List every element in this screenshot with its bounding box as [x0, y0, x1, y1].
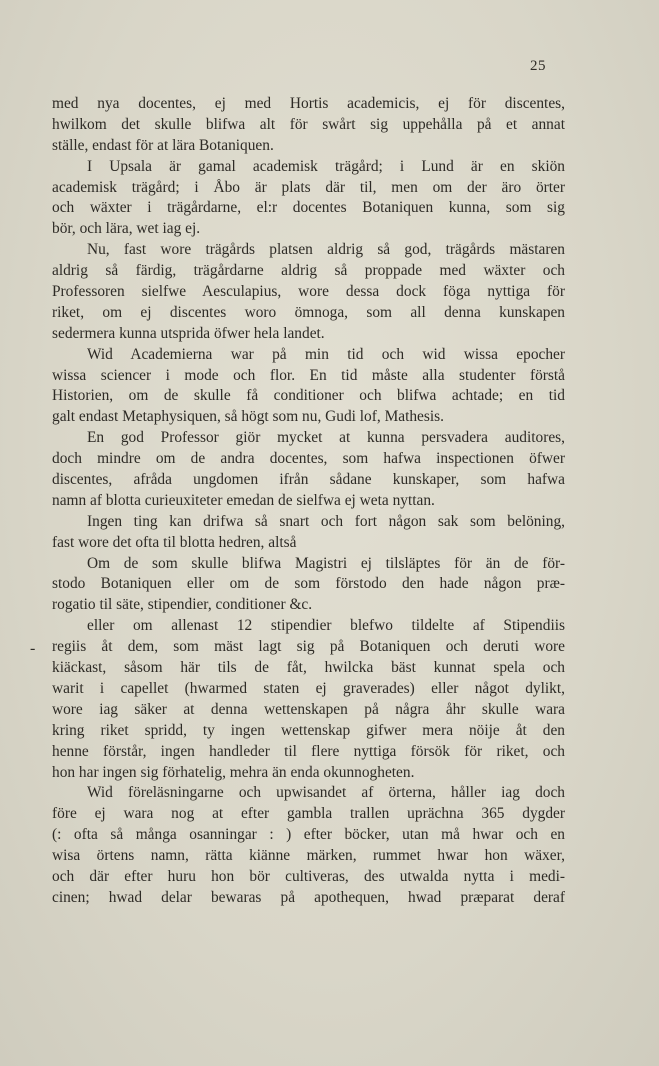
text-line: Ingen ting kan drifwa så snart och fort någon sak som belöning, — [87, 512, 565, 530]
text-line: rogatio til säte, stipendier, conditioner &c. — [52, 596, 313, 614]
text-line: Om de som skulle blifwa Magistri ej tilsläptes för än de för- — [87, 554, 565, 572]
text-line: hwilkom det skulle blifwa alt för swårt sig uppehålla på et annat — [52, 115, 565, 133]
text-line: cinen; hwad delar bewaras på apothequen, hwad præparat deraf — [52, 888, 565, 906]
text-line: wissa sciencer i mode och flor. En tid måste alla studenter förstå — [52, 366, 565, 384]
text-line: hon har ingen sig förhatelig, mehra än enda okunnogheten. — [52, 763, 415, 781]
text-line: riket, om ej discentes woro ömnoga, som all denna kunskapen — [52, 303, 565, 321]
text-line: En god Professor giör mycket at kunna persvadera auditores, — [87, 429, 565, 447]
text-line: före ej wara nog at efter gambla trallen uprächna 365 dygder — [52, 805, 565, 823]
text-line: henne förstår, ingen handleder til flere nyttiga försök för riket, och — [52, 742, 565, 760]
text-line: aldrig så färdig, trägårdarne aldrig så proppade med wäxter och — [52, 262, 565, 280]
body-text — [52, 94, 565, 909]
text-line: med nya docentes, ej med Hortis academicis, ej för discentes, — [52, 95, 565, 112]
text-line: ställe, endast för at lära Botaniquen. — [52, 136, 274, 154]
text-line: bör, och lära, wet iag ej. — [52, 220, 201, 238]
text-line: doch mindre om de andra docentes, som hafwa inspectionen öfwer — [52, 450, 565, 468]
text-line: sedermera kunna utsprida öfwer hela landet. — [52, 324, 325, 342]
text-line: och där efter huru hon bör cultiveras, des utwalda nytta i medi- — [52, 867, 565, 885]
text-line: galt endast Metaphysiquen, så högt som nu, Gudi lof, Mathesis. — [52, 408, 444, 426]
text-line: regiis åt dem, som mäst lagt sig på Botaniquen och deruti wore — [52, 638, 565, 656]
text-line: namn af blotta curieuxiteter emedan de sielfwa ej weta nyttan. — [52, 491, 435, 509]
text-line: kiäckast, såsom här tils de fåt, hwilcka bäst kunnat spela och — [52, 659, 565, 677]
text-line: och wäxter i trägårdarne, el:r docentes Botaniquen kunna, som sig — [52, 199, 565, 217]
page-number: 25 — [530, 58, 546, 74]
text-line: Nu, fast wore trägårds platsen aldrig så god, trägårds mästaren — [87, 241, 565, 259]
text-line: Wid föreläsningarne och upwisandet af örterna, håller iag doch — [87, 784, 565, 802]
text-line: Historien, om de skulle få conditioner och blifwa achtade; en tid — [52, 387, 565, 405]
text-line: Professoren sielfwe Aesculapius, wore dessa dock föga nyttiga för — [52, 283, 565, 301]
margin-mark: - — [30, 640, 36, 657]
text-line: academisk trägård; i Åbo är plats där til, men om der äro örter — [52, 178, 565, 196]
text-line: kring riket spridd, ty ingen wettenskap gifwer mera nöije åt den — [52, 721, 565, 739]
text-line: wore iag säker at denna wettenskapen på några åhr skulle wara — [52, 700, 565, 718]
text-line: fast wore det ofta til blotta hedren, altså — [52, 533, 297, 551]
text-line: stodo Botaniquen eller om de som förstodo den hade någon præ- — [52, 575, 565, 593]
text-line: wisa örtens namn, rätta kiänne märken, rummet hwar hon wäxer, — [52, 847, 565, 865]
text-line: warit i capellet (hwarmed staten ej graverades) eller något dylikt, — [52, 679, 565, 697]
text-line: discentes, afråda ungdomen ifrån sådane kunskaper, som hafwa — [52, 471, 565, 489]
text-line: eller om allenast 12 stipendier blefwo tildelte af Stipendiis — [87, 617, 565, 635]
text-line: I Upsala är gamal academisk trägård; i Lund är en skiön — [87, 157, 565, 175]
text-line: Wid Academierna war på min tid och wid wissa epocher — [87, 345, 565, 363]
text-line: (: ofta så många osanningar : ) efter böcker, utan må hwar och en — [52, 826, 565, 844]
